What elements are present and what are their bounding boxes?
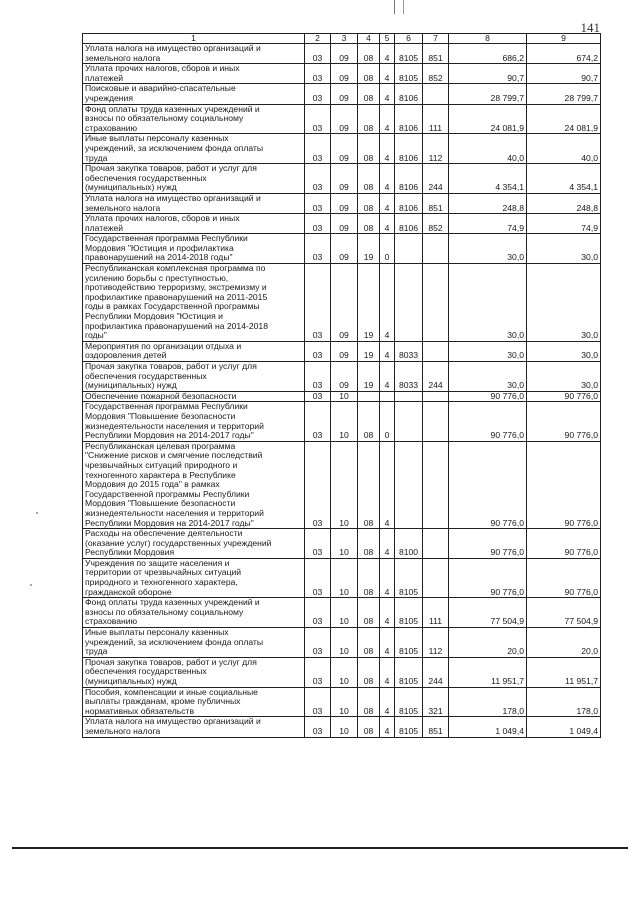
- amount-cell: 30,0: [449, 264, 527, 342]
- table-row: [83, 341, 601, 361]
- amount-cell: 11 951,7: [527, 657, 601, 687]
- table-row: [83, 64, 601, 84]
- program-code-cell: 19: [358, 264, 380, 342]
- expense-name-cell: Фонд оплаты труда казенных учреждений и взносы по обязательному социальному страхованию: [83, 598, 305, 628]
- target-article-cell: 8106: [395, 214, 423, 234]
- subsection-code-cell: 10: [331, 391, 358, 402]
- subprogram-code-cell: 4: [380, 657, 395, 687]
- program-code-cell: 08: [358, 84, 380, 104]
- subsection-code-cell: 10: [331, 657, 358, 687]
- program-code-cell: 19: [358, 234, 380, 264]
- subsection-code-cell: 09: [331, 264, 358, 342]
- expense-type-cell: 852: [423, 64, 449, 84]
- amount-cell: 90 776,0: [527, 529, 601, 559]
- amount-cell: 90,7: [527, 64, 601, 84]
- table-row: [83, 687, 601, 717]
- program-code-cell: 08: [358, 44, 380, 64]
- table-row: [83, 529, 601, 559]
- column-header: 2: [305, 34, 331, 44]
- section-code-cell: 03: [305, 558, 331, 597]
- section-code-cell: 03: [305, 441, 331, 528]
- target-article-cell: [395, 391, 423, 402]
- expense-type-cell: 851: [423, 193, 449, 213]
- table-row: [83, 264, 601, 342]
- expense-name-cell: Республиканская целевая программа "Снижение рисков и смягчение последствий чрезвычайных ситуаций природного и техногенного характера в Республике Мордовия до 2015 года" в рамках Государственной программы Республики Мордовия "Повышение безопасности жизнедеятельности населения и территорий Республики Мордовия на 2014-2017 годы": [83, 441, 305, 528]
- amount-cell: 90 776,0: [449, 391, 527, 402]
- subsection-code-cell: 09: [331, 193, 358, 213]
- amount-cell: 30,0: [527, 362, 601, 392]
- target-article-cell: [395, 264, 423, 342]
- subprogram-code-cell: 4: [380, 64, 395, 84]
- subprogram-code-cell: 4: [380, 628, 395, 658]
- table-row: [83, 598, 601, 628]
- amount-cell: 30,0: [449, 341, 527, 361]
- subprogram-code-cell: 0: [380, 402, 395, 441]
- subprogram-code-cell: 4: [380, 717, 395, 737]
- expense-type-cell: [423, 264, 449, 342]
- expense-name-cell: Расходы на обеспечение деятельности (оказание услуг) государственных учреждений Республики Мордовия: [83, 529, 305, 559]
- expense-type-cell: 244: [423, 362, 449, 392]
- subsection-code-cell: 10: [331, 598, 358, 628]
- amount-cell: 30,0: [449, 234, 527, 264]
- amount-cell: 90 776,0: [449, 441, 527, 528]
- amount-cell: 674,2: [527, 44, 601, 64]
- program-code-cell: 08: [358, 628, 380, 658]
- amount-cell: 90 776,0: [449, 558, 527, 597]
- table-row: [83, 164, 601, 194]
- subsection-code-cell: 09: [331, 214, 358, 234]
- expense-name-cell: Мероприятия по организации отдыха и оздоровления детей: [83, 341, 305, 361]
- target-article-cell: 8105: [395, 687, 423, 717]
- subsection-code-cell: 10: [331, 441, 358, 528]
- program-code-cell: 08: [358, 558, 380, 597]
- amount-cell: 90 776,0: [527, 441, 601, 528]
- amount-cell: 4 354,1: [527, 164, 601, 194]
- target-article-cell: 8105: [395, 64, 423, 84]
- amount-cell: 24 081,9: [449, 104, 527, 134]
- subprogram-code-cell: 4: [380, 84, 395, 104]
- subsection-code-cell: 10: [331, 717, 358, 737]
- section-code-cell: 03: [305, 391, 331, 402]
- program-code-cell: 19: [358, 362, 380, 392]
- target-article-cell: 8033: [395, 362, 423, 392]
- expense-name-cell: Уплата налога на имущество организаций и земельного налога: [83, 44, 305, 64]
- subsection-code-cell: 10: [331, 529, 358, 559]
- expense-type-cell: [423, 341, 449, 361]
- expense-type-cell: [423, 391, 449, 402]
- expense-name-cell: Республиканская комплексная программа по усилению борьбы с преступностью, противодействию терроризму, экстремизму и профилактике правонарушений на 2011-2015 годы в рамках Государственной программы Республики Мордовия "Юстиция и профилактика правонарушений на 2014-2018 годы": [83, 264, 305, 342]
- program-code-cell: 08: [358, 104, 380, 134]
- subprogram-code-cell: 4: [380, 598, 395, 628]
- program-code-cell: 08: [358, 598, 380, 628]
- amount-cell: 90 776,0: [527, 391, 601, 402]
- scan-speck: [36, 512, 38, 514]
- target-article-cell: 8106: [395, 84, 423, 104]
- program-code-cell: 08: [358, 441, 380, 528]
- expense-type-cell: [423, 234, 449, 264]
- section-code-cell: 03: [305, 362, 331, 392]
- table-row: [83, 104, 601, 134]
- amount-cell: 30,0: [527, 341, 601, 361]
- table-body: [83, 44, 601, 738]
- amount-cell: 24 081,9: [527, 104, 601, 134]
- amount-cell: 686,2: [449, 44, 527, 64]
- table-row: [83, 628, 601, 658]
- subsection-code-cell: 09: [331, 84, 358, 104]
- subsection-code-cell: 10: [331, 558, 358, 597]
- amount-cell: 90 776,0: [449, 402, 527, 441]
- expense-type-cell: 321: [423, 687, 449, 717]
- program-code-cell: 08: [358, 402, 380, 441]
- expense-name-cell: Фонд оплаты труда казенных учреждений и взносы по обязательному социальному страхованию: [83, 104, 305, 134]
- section-code-cell: 03: [305, 44, 331, 64]
- section-code-cell: 03: [305, 164, 331, 194]
- scan-speck: [30, 584, 32, 586]
- expense-type-cell: [423, 441, 449, 528]
- amount-cell: 40,0: [449, 134, 527, 164]
- subsection-code-cell: 09: [331, 341, 358, 361]
- subprogram-code-cell: 4: [380, 104, 395, 134]
- table-row: [83, 657, 601, 687]
- amount-cell: 4 354,1: [449, 164, 527, 194]
- expense-type-cell: [423, 84, 449, 104]
- column-header: 4: [358, 34, 380, 44]
- program-code-cell: 08: [358, 64, 380, 84]
- section-code-cell: 03: [305, 341, 331, 361]
- scan-staple-mark: [394, 0, 404, 14]
- section-code-cell: 03: [305, 628, 331, 658]
- amount-cell: 20,0: [449, 628, 527, 658]
- table-row: [83, 362, 601, 392]
- expense-type-cell: 851: [423, 717, 449, 737]
- column-header: 7: [423, 34, 449, 44]
- subprogram-code-cell: 4: [380, 341, 395, 361]
- table-row: [83, 234, 601, 264]
- target-article-cell: 8106: [395, 104, 423, 134]
- table-header-row: [83, 34, 601, 44]
- amount-cell: 11 951,7: [449, 657, 527, 687]
- subprogram-code-cell: 4: [380, 529, 395, 559]
- amount-cell: 248,8: [527, 193, 601, 213]
- amount-cell: 248,8: [449, 193, 527, 213]
- target-article-cell: 8106: [395, 193, 423, 213]
- amount-cell: 90,7: [449, 64, 527, 84]
- subsection-code-cell: 09: [331, 134, 358, 164]
- target-article-cell: 8033: [395, 341, 423, 361]
- subsection-code-cell: 09: [331, 104, 358, 134]
- table-row: [83, 84, 601, 104]
- amount-cell: 74,9: [449, 214, 527, 234]
- expense-name-cell: Уплата налога на имущество организаций и земельного налога: [83, 717, 305, 737]
- program-code-cell: 08: [358, 164, 380, 194]
- subprogram-code-cell: 4: [380, 44, 395, 64]
- amount-cell: 28 799,7: [449, 84, 527, 104]
- subsection-code-cell: 09: [331, 44, 358, 64]
- section-code-cell: 03: [305, 402, 331, 441]
- subprogram-code-cell: [380, 391, 395, 402]
- target-article-cell: 8106: [395, 134, 423, 164]
- section-code-cell: 03: [305, 717, 331, 737]
- subprogram-code-cell: 4: [380, 687, 395, 717]
- expense-name-cell: Прочая закупка товаров, работ и услуг для обеспечения государственных (муниципальных) нужд: [83, 362, 305, 392]
- amount-cell: 30,0: [527, 234, 601, 264]
- page-bottom-rule: [12, 847, 628, 849]
- section-code-cell: 03: [305, 104, 331, 134]
- program-code-cell: 08: [358, 717, 380, 737]
- amount-cell: 74,9: [527, 214, 601, 234]
- expense-name-cell: Пособия, компенсации и иные социальные выплаты гражданам, кроме публичных нормативных обязательств: [83, 687, 305, 717]
- target-article-cell: 8105: [395, 717, 423, 737]
- table-row: [83, 214, 601, 234]
- amount-cell: 77 504,9: [449, 598, 527, 628]
- section-code-cell: 03: [305, 234, 331, 264]
- table-row: [83, 717, 601, 737]
- column-header: 6: [395, 34, 423, 44]
- section-code-cell: 03: [305, 264, 331, 342]
- section-code-cell: 03: [305, 193, 331, 213]
- target-article-cell: [395, 441, 423, 528]
- section-code-cell: 03: [305, 214, 331, 234]
- table-row: [83, 441, 601, 528]
- column-header: 3: [331, 34, 358, 44]
- amount-cell: 30,0: [449, 362, 527, 392]
- amount-cell: 77 504,9: [527, 598, 601, 628]
- table-row: [83, 402, 601, 441]
- amount-cell: 178,0: [449, 687, 527, 717]
- program-code-cell: 08: [358, 657, 380, 687]
- expense-type-cell: 111: [423, 598, 449, 628]
- amount-cell: 1 049,4: [527, 717, 601, 737]
- subsection-code-cell: 09: [331, 362, 358, 392]
- subsection-code-cell: 09: [331, 64, 358, 84]
- column-header: 8: [449, 34, 527, 44]
- program-code-cell: 08: [358, 193, 380, 213]
- column-header: 9: [527, 34, 601, 44]
- column-header: 5: [380, 34, 395, 44]
- column-header: 1: [83, 34, 305, 44]
- section-code-cell: 03: [305, 687, 331, 717]
- expense-type-cell: 244: [423, 164, 449, 194]
- amount-cell: 90 776,0: [527, 558, 601, 597]
- expense-name-cell: Прочая закупка товаров, работ и услуг для обеспечения государственных (муниципальных) нужд: [83, 657, 305, 687]
- amount-cell: 90 776,0: [449, 529, 527, 559]
- amount-cell: 30,0: [527, 264, 601, 342]
- program-code-cell: [358, 391, 380, 402]
- section-code-cell: 03: [305, 64, 331, 84]
- subsection-code-cell: 09: [331, 234, 358, 264]
- amount-cell: 20,0: [527, 628, 601, 658]
- program-code-cell: 08: [358, 529, 380, 559]
- target-article-cell: 8100: [395, 529, 423, 559]
- expense-type-cell: [423, 529, 449, 559]
- table-row: [83, 558, 601, 597]
- expense-type-cell: 852: [423, 214, 449, 234]
- budget-table: [82, 33, 601, 738]
- section-code-cell: 03: [305, 84, 331, 104]
- expense-name-cell: Уплата налога на имущество организаций и земельного налога: [83, 193, 305, 213]
- expense-type-cell: 112: [423, 134, 449, 164]
- page-number: 141: [580, 20, 600, 35]
- program-code-cell: 19: [358, 341, 380, 361]
- program-code-cell: 08: [358, 214, 380, 234]
- target-article-cell: 8105: [395, 628, 423, 658]
- target-article-cell: 8105: [395, 657, 423, 687]
- subprogram-code-cell: 4: [380, 193, 395, 213]
- expense-name-cell: Иные выплаты персоналу казенных учреждений, за исключением фонда оплаты труда: [83, 628, 305, 658]
- expense-type-cell: 111: [423, 104, 449, 134]
- expense-name-cell: Уплата прочих налогов, сборов и иных платежей: [83, 214, 305, 234]
- amount-cell: 178,0: [527, 687, 601, 717]
- expense-name-cell: Иные выплаты персоналу казенных учреждений, за исключением фонда оплаты труда: [83, 134, 305, 164]
- target-article-cell: 8105: [395, 558, 423, 597]
- amount-cell: 90 776,0: [527, 402, 601, 441]
- expense-type-cell: [423, 402, 449, 441]
- subprogram-code-cell: 4: [380, 558, 395, 597]
- subprogram-code-cell: 4: [380, 264, 395, 342]
- table-row: [83, 193, 601, 213]
- subsection-code-cell: 10: [331, 687, 358, 717]
- subsection-code-cell: 10: [331, 628, 358, 658]
- subprogram-code-cell: 4: [380, 362, 395, 392]
- section-code-cell: 03: [305, 657, 331, 687]
- expense-type-cell: 244: [423, 657, 449, 687]
- expense-name-cell: Уплата прочих налогов, сборов и иных платежей: [83, 64, 305, 84]
- section-code-cell: 03: [305, 598, 331, 628]
- amount-cell: 40,0: [527, 134, 601, 164]
- table-row: [83, 44, 601, 64]
- expense-type-cell: 851: [423, 44, 449, 64]
- target-article-cell: [395, 402, 423, 441]
- expense-name-cell: Государственная программа Республики Мордовия "Юстиция и профилактика правонарушений на 2014-2018 годы": [83, 234, 305, 264]
- subprogram-code-cell: 4: [380, 214, 395, 234]
- table-row: [83, 134, 601, 164]
- subprogram-code-cell: 4: [380, 441, 395, 528]
- subprogram-code-cell: 4: [380, 134, 395, 164]
- target-article-cell: 8106: [395, 164, 423, 194]
- section-code-cell: 03: [305, 529, 331, 559]
- expense-type-cell: 112: [423, 628, 449, 658]
- expense-name-cell: Прочая закупка товаров, работ и услуг для обеспечения государственных (муниципальных) нужд: [83, 164, 305, 194]
- expense-name-cell: Учреждения по защите населения и территории от чрезвычайных ситуаций природного и техногенного характера, гражданской обороне: [83, 558, 305, 597]
- subprogram-code-cell: 0: [380, 234, 395, 264]
- amount-cell: 28 799,7: [527, 84, 601, 104]
- expense-type-cell: [423, 558, 449, 597]
- subprogram-code-cell: 4: [380, 164, 395, 194]
- expense-name-cell: Государственная программа Республики Мордовия "Повышение безопасности жизнедеятельности населения и территорий Республики Мордовия на 2014-2017 годы": [83, 402, 305, 441]
- subsection-code-cell: 09: [331, 164, 358, 194]
- expense-name-cell: Обеспечение пожарной безопасности: [83, 391, 305, 402]
- target-article-cell: 8105: [395, 598, 423, 628]
- program-code-cell: 08: [358, 687, 380, 717]
- amount-cell: 1 049,4: [449, 717, 527, 737]
- expense-name-cell: Поисковые и аварийно-спасательные учреждения: [83, 84, 305, 104]
- table-row: [83, 391, 601, 402]
- target-article-cell: 8105: [395, 44, 423, 64]
- subsection-code-cell: 10: [331, 402, 358, 441]
- target-article-cell: [395, 234, 423, 264]
- program-code-cell: 08: [358, 134, 380, 164]
- section-code-cell: 03: [305, 134, 331, 164]
